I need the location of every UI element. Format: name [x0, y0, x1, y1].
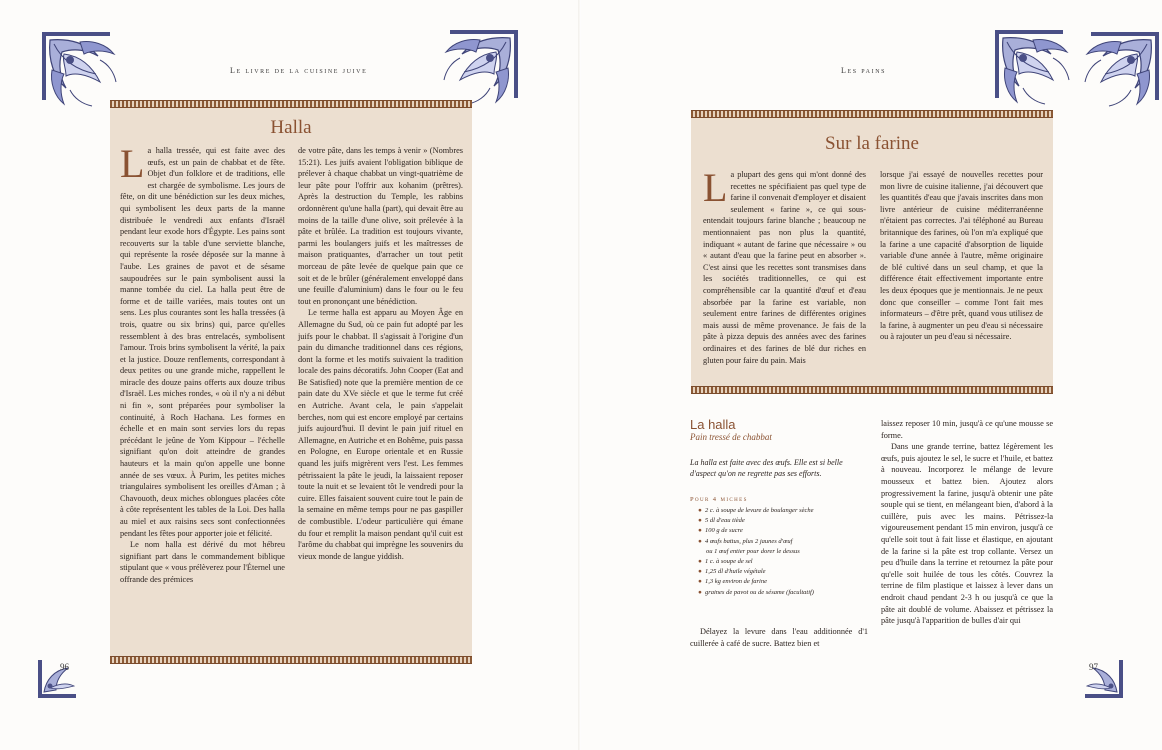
sidebar-box — [691, 113, 1053, 391]
text-column-1 — [120, 141, 285, 586]
box-border-top — [691, 110, 1053, 118]
paragraph: a plupart des gens qui m'ont donné des recettes ne spécifiaient pas quel type de farine il convenait d'employer et disaient seulement « farine », ce qui sous-entendait toujours farine blanche ; beaucoup ne mentionnaient pas non plus la quantité, indiquant « autant de farine que nécessaire » ou « autant d'eau que la farine peut en absorber ». C'est ainsi que les recettes sont transmises dans les sociétés traditionnelles, ce qui est compréhensible car la quantité d'œuf et d'eau absorbée par la farine est variable, non seulement entre farines de différentes origines mais aussi de même provenance. Je fais de la pâte à pizza depuis des années avec des farines ordinaires et des farines de blé dur riches en gluten pour faire du pain. Mais — [703, 170, 866, 365]
bullet-icon: ● — [698, 558, 702, 566]
paragraph: Délayez la levure dans l'eau additionnée d'1 cuillerée à café de sucre. Battez bien et — [690, 627, 868, 648]
floral-corner-icon — [440, 28, 520, 108]
ingredient-item: ● 5 dl d'eau tiède — [698, 517, 745, 525]
paragraph: a halla tressée, qui est faite avec des œufs, est un pain de chabbat et de fête. Objet d'un folklore et de traditions, elle est chargée de symbolisme. Les jours de fête, on dit une bénédiction sur les deux miches, qui symbolisent les deux parts de la manne distribuée le vendredi aux enfants d'Israël pendant leur exode hors d'Égypte. Les pains sont recouverts sur la table d'une serviette blanche, qui représente la rosée déposée sur la manne à l'aube. Les graines de pavot et de sésame saupoudrées sur le pain symbolisent aussi la manne tombée du ciel. La halla peut être de forme et de taille variées, mais toutes ont un sens. Les plus courantes sont les halla tressées (à trois, quatre ou six brins) qui, parce qu'elles ressemblent à des bras entrelacés, symbolisent l'amour. Trois brins symbolisent la vérité, la paix et la justice. Douze renflements, correspondant à deux petites ou une grande miche, rappellent le miracle des douze pains offerts aux douze tribus d'Israël. Les miches rondes, « où il n'y a ni début ni fin », sont préparées pour symboliser la continuité, à Roch Hachana. Les formes en échelle et en main sont servies lors du repas précédant le jeûne de Yom Kippour – l'échelle signifiant qu'on doit atteindre de grandes hauteurs et la main qu'on appelle une bonne année de ses vœux. À Purim, les petites miches triangulaires symbolisent les oreilles d'Aman ; à Chavouoth, deux miches oblongues placées côte à côte représentent les tables de la Loi. Des halla au miel et aux raisins secs sont confectionnées pendant les fêtes pour apporter joie et félicité. — [120, 146, 285, 538]
bullet-icon: ● — [698, 507, 702, 514]
page-number: 97 — [1089, 662, 1098, 672]
floral-corner-icon — [1081, 30, 1161, 110]
ingredient-item: ● 100 g de sucre — [698, 527, 743, 535]
ingredient-item: ● 2 c. à soupe de levure de boulanger sèche — [698, 507, 814, 514]
recipe-title: La halla — [690, 417, 736, 432]
bullet-icon: ● — [698, 517, 702, 525]
floral-corner-icon — [993, 28, 1073, 108]
ingredient-item: ● 1,25 dl d'huile végétale — [698, 568, 766, 576]
method-column-2 — [881, 418, 1053, 627]
page-number: 96 — [60, 662, 69, 672]
floral-corner-icon — [40, 30, 120, 110]
drop-cap: L — [703, 165, 728, 210]
box-title: Halla — [270, 117, 312, 138]
sidebar-box — [110, 103, 472, 661]
floral-corner-icon — [1081, 658, 1125, 702]
paragraph: laissez reposer 10 min, jusqu'à ce qu'une mousse se forme. — [881, 419, 1053, 440]
text-column-2 — [298, 145, 463, 562]
running-head: Les pains — [841, 66, 887, 75]
bullet-icon: ● — [698, 588, 702, 596]
paragraph: Le terme halla est apparu au Moyen Âge en Allemagne du Sud, où ce pain fut adopté par les juifs pour le chabbat. Il s'agissait à l'origine d'un pain du dimanche traditionnel dans ces régions, dont la forme et les motifs suivaient la tradition locale des pains décoratifs. John Cooper (Eat and Be Satisfied) note que la première mention de ce pain date du XVe siècle et que le terme fut créé en Autriche. Avant cela, le pain s'appelait berches, nom qui est encore employé par certains juifs aujourd'hui. Il devint le pain juif rituel en Allemagne, en Autriche et en Bohême, puis passa en Pologne, en Europe orientale et en Russie quand les juifs migrèrent vers l'est. Les femmes pétrissaient la pâte le jeudi, la laissaient reposer toute la nuit et se levaient tôt le vendredi pour la cuire. Elles faisaient souvent cuire tout le pain de la semaine en même temps pour ne pas gaspiller de combustible. L'odeur particulière qui émane du four et remplit la maison pendant qu'il cuit est l'arôme du chabbat qui imprègne les souvenirs du vieux monde de langue yiddish. — [298, 308, 463, 561]
ingredient-item: ● 4 œufs battus, plus 2 jaunes d'œuf — [698, 537, 793, 545]
recipe-yield: Pour 4 miches — [690, 496, 748, 503]
box-border-top — [110, 100, 472, 108]
box-title: Sur la farine — [825, 133, 919, 154]
running-head: Le livre de la cuisine juive — [230, 66, 368, 75]
recipe-intro: La halla est faite avec des œufs. Elle est si belle d'aspect qu'on ne regrette pas ses efforts. — [690, 458, 843, 478]
floral-corner-icon — [36, 658, 80, 702]
box-border-bottom — [691, 386, 1053, 394]
text-column-2 — [880, 169, 1043, 343]
box-border-bottom — [110, 656, 472, 664]
paragraph: lorsque j'ai essayé de nouvelles recettes pour mon livre de cuisine italienne, j'ai découvert que les quantités d'eau que j'avais inscrites dans mon livre antérieur de cuisine méditerranéenne n'étaient pas correctes. J'ai téléphoné au Bureau britannique des farines, où l'on m'a expliqué que la farine a une capacité d'absorption de liquide variable d'une année à l'autre, même originaire de blé cultivé dans un seul champ, et que la différence était effectivement importante entre les deux époques que je mentionnais. Je ne peux donc que conseiller – comme l'ont fait mes informateurs – d'être prêt, quand vous utilisez de la farine, à augmenter un peu d'eau si nécessaire ou à rajouter un peu d'eau si nécessaire. — [880, 170, 1043, 342]
bullet-icon: ● — [698, 537, 702, 545]
ingredient-item: ● 1,3 kg environ de farine — [698, 578, 767, 586]
method-column-1 — [690, 626, 868, 649]
paragraph: Dans une grande terrine, battez légèrement les œufs, puis ajoutez le sel, le sucre et l'huile, et battez à nouveau. Incorporez le mélange de levure mousseux et battez bien. Ajoutez alors progressivement la farine, jusqu'à obtenir une pâte souple qui se tient, en mélangeant bien, d'abord à la cuillère, puis avec les mains. Pétrissez-la vigoureusement pendant 15 min environ, jusqu'à ce qu'elle soit tout à fait lisse et élastique, en ajoutant de la farine si la pâte est trop collante. Versez un peu d'huile dans la terrine et retournez la pâte pour qu'elle soit huilée de tous les côtés. Couvrez la terrine de film plastique et laissez à lever dans un endroit chaud pendant 2-3 h ou jusqu'à ce que la pâte ait doublé de volume. Abaissez et pétrissez la pâte jusqu'à l'apparition de bulles d'air qui — [881, 442, 1053, 626]
ingredient-item: ● 1 c. à soupe de sel — [698, 558, 753, 566]
paragraph: Le nom halla est dérivé du mot hébreu signifiant part dans le commandement biblique stipulant que « vous prélèverez pour l'Éternel une offrande des prémices — [120, 540, 285, 584]
ingredient-item: ou 1 œuf entier pour dorer le dessus — [706, 547, 800, 555]
ingredient-item: ● graines de pavot ou de sésame (facultatif) — [698, 588, 814, 596]
paragraph: de votre pâte, dans les temps à venir » (Nombres 15:21). Les juifs avaient l'obligation biblique de prélever à chaque chabbat un vingt-quatrième de leur pâte pour l'offrir aux kohanim (prêtres). Après la destruction du Temple, les rabbins ordonnèrent qu'une halla (part), qui devait être au moins de la taille d'une olive, soit prélevée à la pâte et brûlée. La tradition est toujours vivante, parmi les boulangers juifs et les maîtresses de maison pratiquantes, d'arracher un tout petit morceau de pâte levée de quelque pain que ce soit et de le brûler (généralement enveloppé dans une feuille d'aluminium) dans le four ou le feu tout en prononçant une bénédiction. — [298, 146, 463, 306]
bullet-icon: ● — [698, 527, 702, 535]
recipe-subtitle: Pain tressé de chabbat — [690, 432, 772, 442]
drop-cap: L — [120, 141, 145, 186]
bullet-icon: ● — [698, 578, 702, 586]
bullet-icon: ● — [698, 568, 702, 576]
text-column-1 — [703, 165, 866, 366]
ingredients-list — [698, 506, 868, 598]
